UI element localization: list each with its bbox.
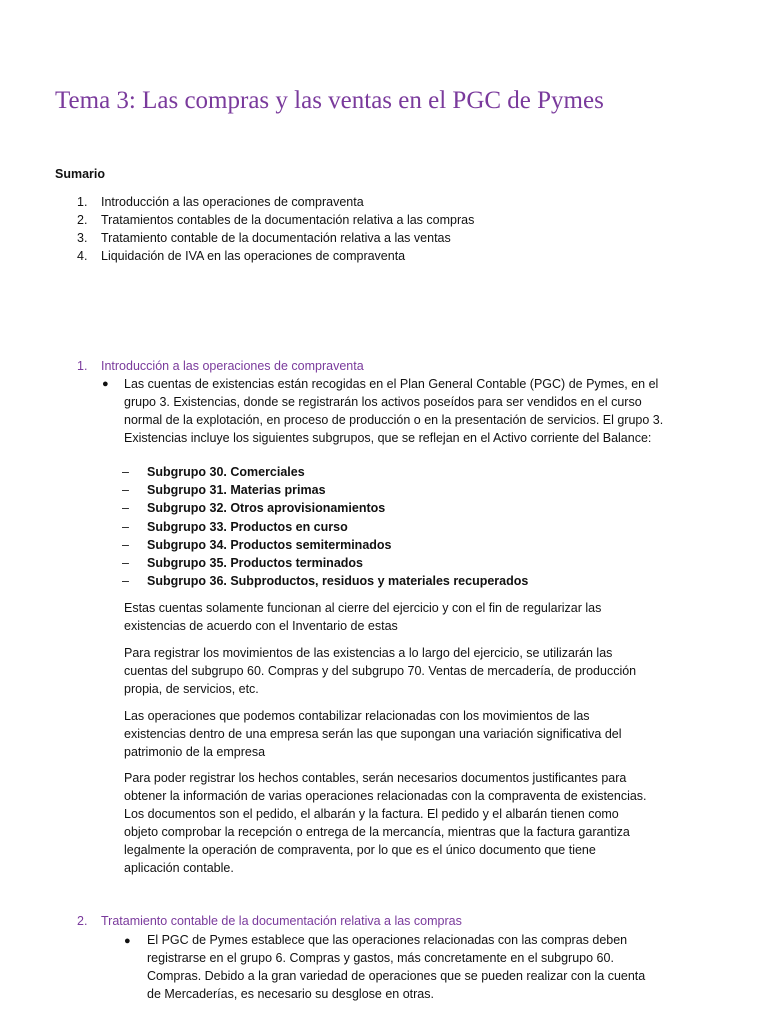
dash-icon: – bbox=[122, 519, 129, 534]
summary-item bbox=[55, 193, 715, 211]
paragraph: Estas cuentas solamente funcionan al cierre del ejercicio y con el fin de regularizar las existencias de acuerdo con el Inventario de estas bbox=[124, 601, 602, 633]
summary-item-number: 3. bbox=[77, 231, 88, 245]
summary-item bbox=[55, 211, 715, 229]
paragraph: Las operaciones que podemos contabilizar relacionadas con los movimientos de las existencias dentro de una empresa serán las que supongan una variación significativa del patrimonio de la empresa bbox=[124, 709, 622, 759]
list-item: – Subgrupo 30. Comerciales bbox=[122, 463, 528, 481]
list-item: – Subgrupo 36. Subproductos, residuos y materiales recuperados bbox=[122, 572, 528, 590]
dash-icon: – bbox=[122, 537, 129, 552]
summary-list bbox=[55, 193, 715, 265]
section-title: Tratamiento contable de la documentación relativa a las compras bbox=[101, 914, 462, 928]
subgroup-list bbox=[122, 463, 528, 590]
section-2-heading bbox=[55, 912, 462, 930]
list-item: – Subgrupo 34. Productos semiterminados bbox=[122, 536, 528, 554]
summary-item-number: 4. bbox=[77, 249, 88, 263]
paragraph: Para poder registrar los hechos contables, serán necesarios documentos justificantes para obtener la información de varias operaciones relacionadas con la compraventa de existencias. Los documentos son el pedido, el albarán y la factura. El pedido y el albarán tienen como objeto comprobar la recepción o entrega de la mercancía, mientras que la factura garantiza legalmente la operación de compraventa, por lo que es el único documento que tiene aplicación contable. bbox=[124, 771, 647, 875]
summary-item-number: 1. bbox=[77, 195, 88, 209]
summary-item-number: 2. bbox=[77, 213, 88, 227]
summary-heading: Sumario bbox=[55, 167, 106, 181]
summary-item-text: Liquidación de IVA en las operaciones de compraventa bbox=[101, 249, 406, 263]
list-item: – Subgrupo 33. Productos en curso bbox=[122, 518, 528, 536]
list-item: – Subgrupo 31. Materias primas bbox=[122, 481, 528, 499]
dash-icon: – bbox=[122, 501, 129, 516]
dash-icon: – bbox=[122, 555, 129, 570]
section-number: 1. bbox=[77, 359, 88, 373]
section-2-bullet: El PGC de Pymes establece que las operaciones relacionadas con las compras deben registrarse en el grupo 6. Compras y gastos, más concretamente en el subgrupo 60. Compras. Debido a la gran variedad de operaciones que se pueden realizar con la cuenta de Mercaderías, es necesario su desglose en otras. bbox=[147, 933, 646, 1001]
summary-item-text: Tratamientos contables de la documentación relativa a las compras bbox=[101, 213, 475, 227]
section-1-bullet: Las cuentas de existencias están recogidas en el Plan General Contable (PGC) de Pymes, en el grupo 3. Existencias, donde se registrarán los activos poseídos para ser vendidos en el curso normal de la explotación, en proceso de producción o en la presentación de servicios. El grupo 3. Existencias incluye los siguientes subgrupos, que se reflejan en el Activo corriente del Balance: bbox=[124, 377, 664, 445]
list-item: – Subgrupo 35. Productos terminados bbox=[122, 554, 528, 572]
dash-icon: – bbox=[122, 465, 129, 479]
dash-icon: – bbox=[122, 574, 129, 589]
paragraph: Para registrar los movimientos de las existencias a lo largo del ejercicio, se utilizarán las cuentas del subgrupo 60. Compras y del subgrupo 70. Ventas de mercadería, de producción propia, de servicios, etc. bbox=[124, 646, 637, 696]
bullet-icon: ● bbox=[102, 378, 109, 390]
list-item: – Subgrupo 32. Otros aprovisionamientos bbox=[122, 499, 528, 517]
summary-item-text: Introducción a las operaciones de compraventa bbox=[101, 195, 364, 209]
section-title: Introducción a las operaciones de compraventa bbox=[101, 359, 364, 373]
summary-item bbox=[55, 247, 715, 265]
section-number: 2. bbox=[77, 914, 88, 928]
summary-item bbox=[55, 229, 715, 247]
section-1-heading bbox=[55, 357, 364, 375]
bullet-icon: ● bbox=[124, 935, 131, 947]
document-title: Tema 3: Las compras y las ventas en el PGC de Pymes bbox=[55, 87, 604, 114]
dash-icon: – bbox=[122, 483, 129, 498]
summary-item-text: Tratamiento contable de la documentación relativa a las ventas bbox=[101, 231, 451, 245]
